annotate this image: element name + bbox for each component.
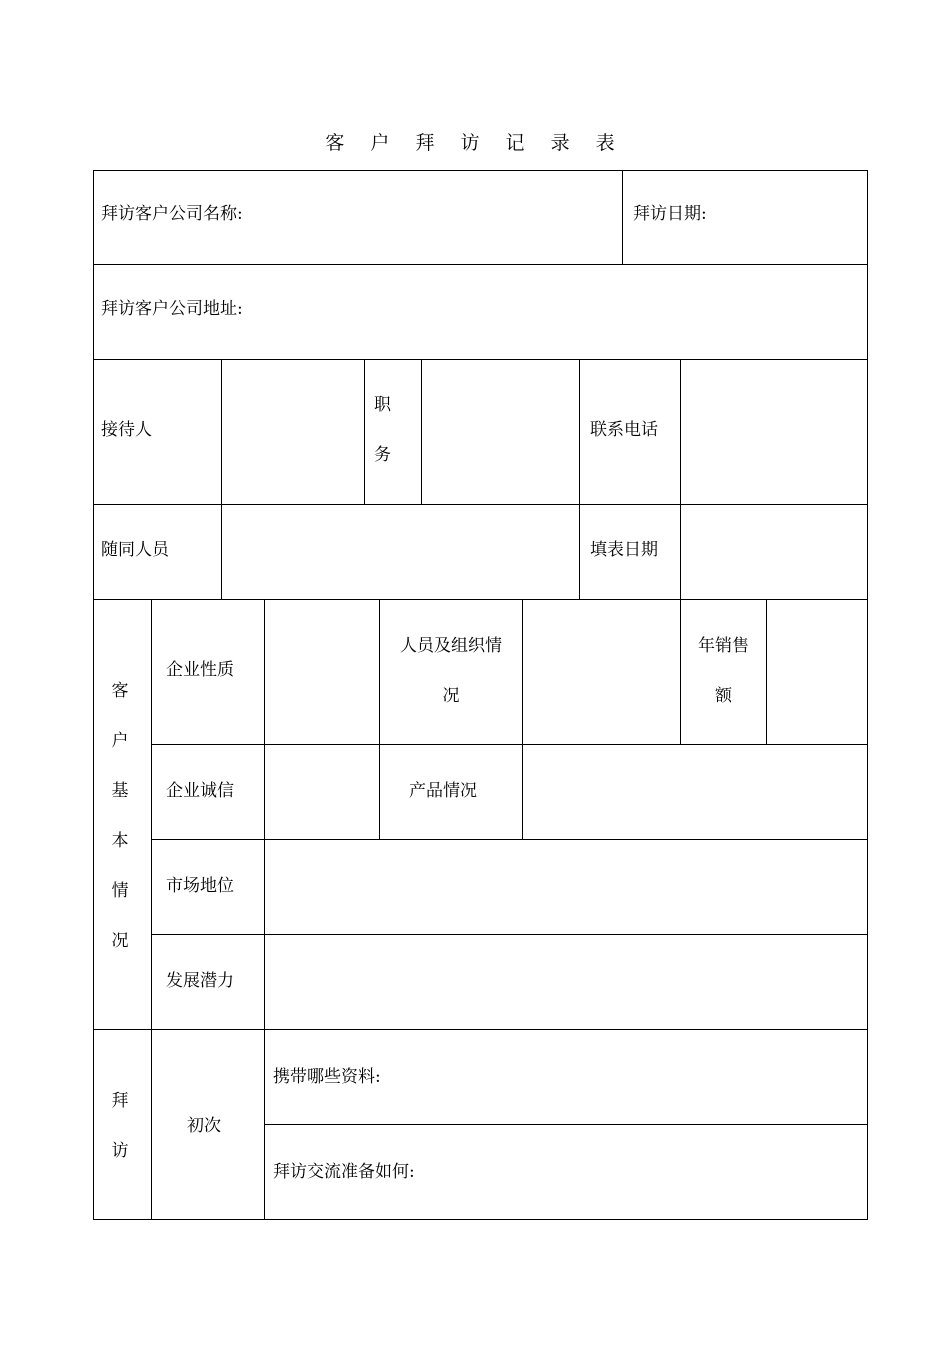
label-char: 本 xyxy=(111,831,129,851)
company-address-label: 拜访客户公司地址: xyxy=(101,299,243,319)
personnel-field[interactable] xyxy=(526,603,676,741)
company-address-field[interactable] xyxy=(265,280,860,345)
first-visit-label: 初次 xyxy=(187,1116,221,1136)
row-divider xyxy=(93,264,867,265)
customer-basic-info-label xyxy=(105,666,135,966)
row-divider xyxy=(93,1029,867,1030)
enterprise-nature-label: 企业性质 xyxy=(166,660,234,680)
label-char: 况 xyxy=(111,931,129,951)
company-name-label: 拜访客户公司名称: xyxy=(101,204,243,224)
col-divider xyxy=(264,599,265,1219)
annual-sales-label: 年销售 额 xyxy=(698,636,749,706)
preparation-label: 拜访交流准备如何: xyxy=(273,1162,415,1182)
row-divider xyxy=(93,504,867,505)
enterprise-integrity-field[interactable] xyxy=(268,748,375,836)
col-divider xyxy=(766,599,767,745)
row-divider xyxy=(93,359,867,360)
annual-sales-field[interactable] xyxy=(770,603,862,741)
label-char: 情 xyxy=(111,881,129,901)
receiver-label: 接待人 xyxy=(101,420,152,440)
label-char: 访 xyxy=(111,1141,129,1161)
market-position-label: 市场地位 xyxy=(166,876,234,896)
product-label: 产品情况 xyxy=(409,781,477,801)
position-label-line1: 职 xyxy=(374,395,391,415)
row-divider xyxy=(151,839,867,840)
visit-label xyxy=(105,1076,135,1176)
position-field[interactable] xyxy=(425,363,575,501)
companions-label: 随同人员 xyxy=(101,540,169,560)
personnel-label: 人员及组织情 况 xyxy=(400,636,502,706)
row-divider xyxy=(151,934,867,935)
materials-label: 携带哪些资料: xyxy=(273,1067,381,1087)
col-divider xyxy=(680,359,681,600)
product-field[interactable] xyxy=(526,748,862,836)
fill-date-label: 填表日期 xyxy=(590,540,658,560)
label-char: 客 xyxy=(111,681,129,701)
fill-date-field[interactable] xyxy=(684,508,862,596)
enterprise-integrity-label: 企业诚信 xyxy=(166,781,234,801)
col-divider xyxy=(151,599,152,1219)
development-potential-field[interactable] xyxy=(268,938,862,1026)
col-divider xyxy=(579,359,580,600)
visit-date-field[interactable] xyxy=(720,185,860,250)
visit-date-label: 拜访日期: xyxy=(633,204,707,224)
label-char: 拜 xyxy=(111,1091,129,1111)
materials-field[interactable] xyxy=(400,1040,860,1115)
companions-field[interactable] xyxy=(225,508,575,596)
market-position-field[interactable] xyxy=(268,843,862,931)
phone-field[interactable] xyxy=(684,363,862,501)
company-name-field[interactable] xyxy=(265,185,615,250)
development-potential-label: 发展潜力 xyxy=(166,971,234,991)
row-divider xyxy=(264,1124,867,1125)
row-divider xyxy=(93,599,867,600)
col-divider xyxy=(364,359,365,505)
row-divider xyxy=(151,744,867,745)
col-divider xyxy=(522,599,523,840)
preparation-field[interactable] xyxy=(440,1135,860,1210)
label-char: 基 xyxy=(111,781,129,801)
label-char: 户 xyxy=(111,731,129,751)
page-title: 客 户 拜 访 记 录 表 xyxy=(325,132,625,154)
phone-label: 联系电话 xyxy=(590,420,658,440)
position-label-line2: 务 xyxy=(374,445,391,465)
enterprise-nature-field[interactable] xyxy=(268,603,375,741)
col-divider xyxy=(622,170,623,265)
col-divider xyxy=(221,359,222,600)
receiver-field[interactable] xyxy=(225,363,360,501)
col-divider xyxy=(421,359,422,505)
